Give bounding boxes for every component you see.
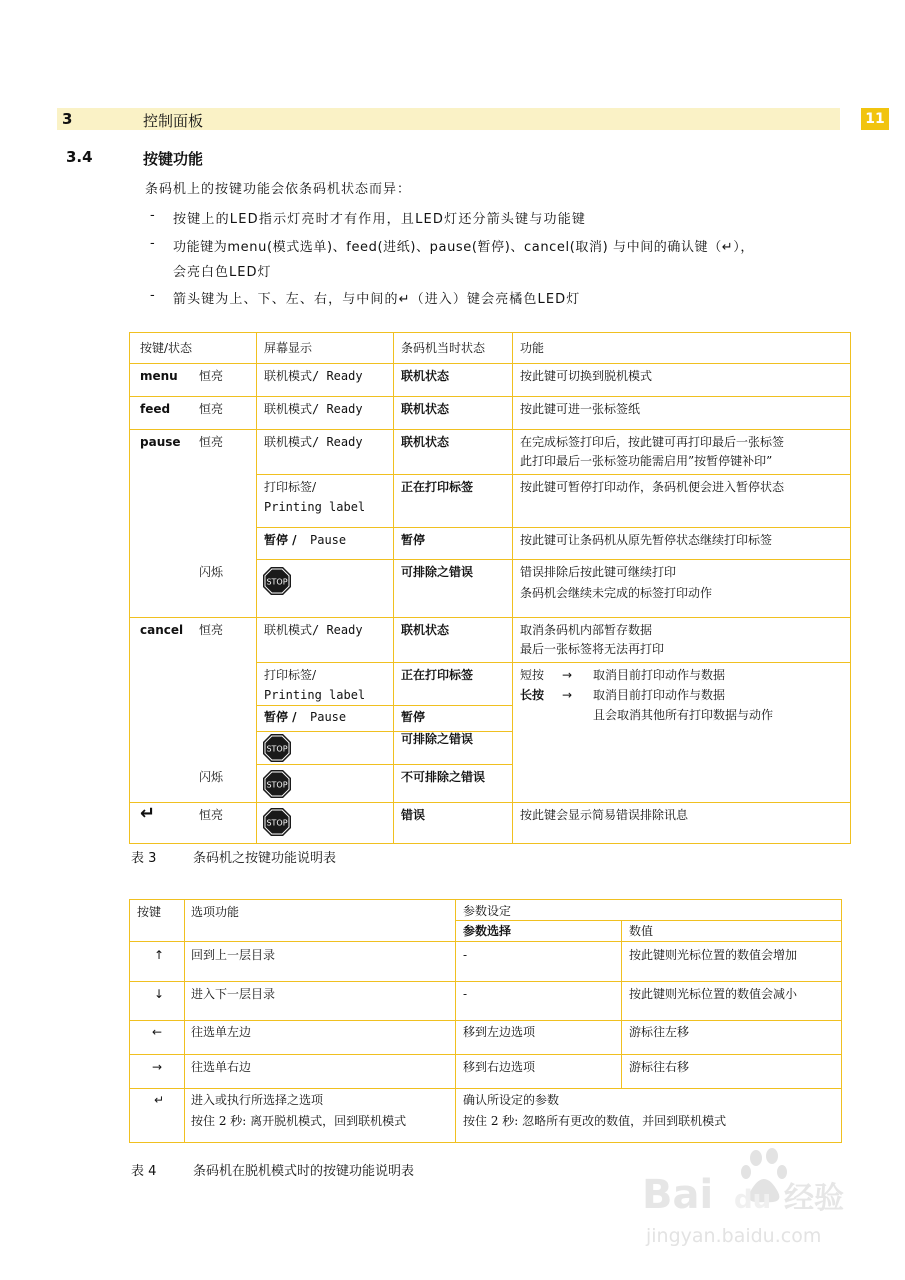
function-text: 取消目前打印动作与数据 [593,668,726,682]
bullet-text: 功能键为menu(模式选单)、feed(进纸)、pause(暂停)、cancel(取消) 与中间的确认键（↵）， [173,240,755,255]
header-key-state: 按键/状态 [140,341,193,355]
printer-status: 可排除之错误 [401,565,474,579]
led-state: 闪烁 [199,770,224,784]
stop-icon [262,566,292,596]
value-text: 游标往右移 [629,1060,690,1074]
stop-icon-text: STOP [266,577,288,587]
function-text: 按此键可暂停打印动作，条码机便会进入暂停状态 [520,480,785,494]
watermark-brand: Bai [642,1172,714,1218]
led-state: 恒亮 [199,402,224,416]
bullet-dash: - [150,288,155,303]
key-menu: menu [140,369,178,383]
param-select: 移到右边选项 [463,1060,536,1074]
key-pause: pause [140,435,181,449]
table3-caption: 条码机之按键功能说明表 [193,851,337,866]
function-text: 条码机会继续未完成的标签打印动作 [520,586,713,600]
option-text: 往选单左边 [191,1025,252,1039]
param-select: - [463,948,468,962]
function-text: 取消条码机内部暂存数据 [520,623,653,637]
led-state: 恒亮 [199,808,224,822]
screen-text: 联机模式/ Ready [264,435,363,449]
param-select: 移到左边选项 [463,1025,536,1039]
header-param: 参数设定 [463,904,512,918]
table4-caption-label: 表 4 [131,1164,157,1179]
printer-status: 正在打印标签 [401,668,474,682]
screen-text: 暂停 / [264,533,297,547]
watermark-url: jingyan.baidu.com [646,1225,822,1247]
option-text: 按住 2 秒: 离开脱机模式，回到联机模式 [191,1114,407,1128]
function-text: 最后一张标签将无法再打印 [520,642,665,656]
arrow-right-icon: → [152,1060,163,1074]
header-option: 选项功能 [191,905,240,919]
arrow-right-icon: → [562,668,573,682]
header-screen: 屏幕显示 [264,341,313,355]
function-text: 且会取消其他所有打印数据与动作 [593,708,774,722]
bullet-dash: - [150,236,155,251]
param-text: 按住 2 秒: 忽略所有更改的数值，并回到联机模式 [463,1114,727,1128]
printer-status: 不可排除之错误 [401,770,486,784]
key-function-table [129,332,851,844]
watermark-name: 经验 [784,1181,844,1216]
led-state: 恒亮 [199,435,224,449]
param-select: - [463,987,468,1001]
value-text: 游标往左移 [629,1025,690,1039]
table4-caption: 条码机在脱机模式时的按键功能说明表 [193,1164,415,1179]
header-value: 数值 [629,924,654,938]
option-text: 进入或执行所选择之选项 [191,1093,324,1107]
function-text: 错误排除后按此键可继续打印 [520,565,677,579]
table3-caption-label: 表 3 [131,851,157,866]
screen-text: 联机模式/ Ready [264,369,363,383]
section-number: 3.4 [66,148,93,166]
short-press-label: 短按 [520,668,545,682]
arrow-up-icon: ↑ [154,948,165,962]
bullet-text: 会亮白色LED灯 [173,265,272,280]
enter-key-icon: ↵ [140,803,156,824]
intro-text: 条码机上的按键功能会依条码机状态而异： [145,182,412,197]
function-text: 按此键可切换到脱机模式 [520,369,653,383]
option-text: 往选单右边 [191,1060,252,1074]
led-state: 恒亮 [199,623,224,637]
printer-status: 暂停 [401,533,426,547]
screen-text: 联机模式/ Ready [264,623,363,637]
led-state: 闪烁 [199,565,224,579]
printer-status: 可排除之错误 [401,732,474,746]
arrow-left-icon: ← [152,1025,163,1039]
printer-status: 联机状态 [401,435,450,449]
chapter-title: 控制面板 [143,112,204,130]
screen-text: 打印标签/ [264,480,317,494]
param-text: 确认所设定的参数 [463,1093,560,1107]
arrow-down-icon: ↓ [154,987,165,1001]
function-text: 按此键会显示简易错误排除讯息 [520,808,689,822]
key-feed: feed [140,402,171,416]
function-text: 按此键可进一张标签纸 [520,402,641,416]
arrow-right-icon: → [562,688,573,702]
stop-icon-text: STOP [266,818,288,828]
value-text: 按此键则光标位置的数值会增加 [629,948,798,962]
function-text: 此打印最后一张标签功能需启用”按暂停键补印” [520,454,773,468]
stop-icon-text: STOP [266,744,288,754]
enter-key-icon: ↵ [154,1093,165,1107]
value-text: 按此键则光标位置的数值会减小 [629,987,798,1001]
screen-text: Printing label [264,500,366,514]
stop-icon [262,807,292,837]
screen-text: 联机模式/ Ready [264,402,363,416]
header-function: 功能 [520,341,545,355]
printer-status: 联机状态 [401,369,450,383]
header-status: 条码机当时状态 [401,341,486,355]
screen-text: Printing label [264,688,366,702]
watermark-brand2: du [734,1185,772,1215]
option-text: 回到上一层目录 [191,948,276,962]
printer-status: 暂停 [401,710,426,724]
header-param-select: 参数选择 [463,924,512,938]
printer-status: 联机状态 [401,623,450,637]
page-number: 11 [861,108,889,130]
key-cancel: cancel [140,623,184,637]
printer-status: 正在打印标签 [401,480,474,494]
stop-icon-text: STOP [266,780,288,790]
bullet-text: 按键上的LED指示灯亮时才有作用，且LED灯还分箭头键与功能键 [173,212,587,227]
baidu-watermark [628,1146,868,1256]
stop-icon [262,769,292,799]
function-text: 取消目前打印动作与数据 [593,688,726,702]
offline-key-table [129,899,842,1143]
led-state: 恒亮 [199,369,224,383]
screen-text: Pause [310,710,347,724]
header-key: 按键 [137,905,162,919]
chapter-number: 3 [62,110,73,128]
screen-text: 暂停 / [264,710,297,724]
bullet-text: 箭头键为上、下、左、右，与中间的↵（进入）键会亮橘色LED灯 [173,292,581,307]
function-text: 在完成标签打印后，按此键可再打印最后一张标签 [520,435,785,449]
printer-status: 错误 [401,808,426,822]
function-text: 按此键可让条码机从原先暂停状态继续打印标签 [520,533,773,547]
long-press-label: 长按 [520,688,545,702]
screen-text: Pause [310,533,347,547]
printer-status: 联机状态 [401,402,450,416]
section-title: 按键功能 [143,150,204,168]
stop-icon [262,733,292,763]
bullet-dash: - [150,208,155,223]
option-text: 进入下一层目录 [191,987,276,1001]
screen-text: 打印标签/ [264,668,317,682]
